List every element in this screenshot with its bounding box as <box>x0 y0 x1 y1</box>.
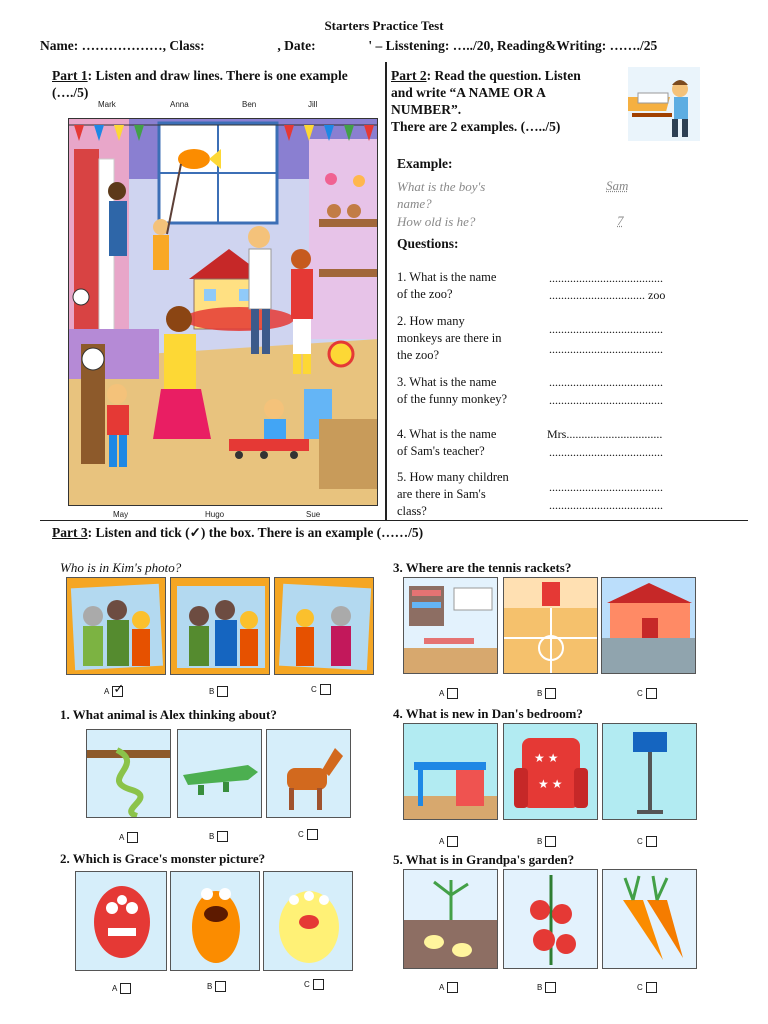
question-4-dans-bedroom: 4. What is new in Dan's bedroom? <box>393 706 583 721</box>
questions-label: Questions: <box>397 236 459 251</box>
student-writing-illustration <box>628 67 700 141</box>
answer-5-line-1[interactable]: ...................................... <box>549 480 663 494</box>
bottom-name-hugo: Hugo <box>205 510 225 519</box>
answer-2-line-1[interactable]: ...................................... <box>549 322 663 336</box>
photo-b <box>170 577 270 675</box>
option-3-a[interactable]: A <box>439 688 458 699</box>
example-question-1: What is the boy's name? <box>397 179 486 211</box>
option-1-a[interactable]: A <box>119 832 138 843</box>
date-field[interactable]: , Date: <box>277 38 316 53</box>
carrots-picture <box>602 869 697 969</box>
answer-1-line-1[interactable]: ...................................... <box>549 271 663 285</box>
score-fields: ' – Lisstening: …../20, Reading&Writing: ……./25 <box>368 38 658 53</box>
potatoes-picture <box>403 869 498 969</box>
option-1-b[interactable]: B <box>209 831 228 842</box>
sports-hall-picture <box>503 577 598 674</box>
toy-shop-illustration <box>69 119 378 506</box>
answer-1-line-2[interactable]: ................................ zoo <box>549 288 666 302</box>
student-info-line <box>40 38 740 54</box>
question-1-animal: 1. What animal is Alex thinking about? <box>60 707 277 722</box>
option-3-b[interactable]: B <box>537 688 556 699</box>
desk-picture <box>403 723 498 820</box>
example-question-2: How old is he? <box>397 214 476 229</box>
tick-mark: ✓ <box>113 682 125 697</box>
top-name-mark: Mark <box>98 100 116 109</box>
question-3: 3. What is the name of the funny monkey? <box>397 375 508 406</box>
top-name-anna: Anna <box>170 100 189 109</box>
bottom-name-sue: Sue <box>306 510 321 519</box>
question-5: 5. How many children are there in Sam's class? <box>397 470 509 518</box>
bottom-name-may: May <box>113 510 129 519</box>
option-2-c[interactable]: C <box>304 979 324 990</box>
lamp-picture <box>602 723 697 820</box>
option-example-a[interactable]: A ✓ <box>104 682 125 697</box>
example-answer-1: Sam <box>606 178 629 193</box>
answer-4-line-2[interactable]: ...................................... <box>549 445 663 459</box>
answer-4-line-1[interactable]: Mrs................................ <box>547 427 663 441</box>
option-4-b[interactable]: B <box>537 836 556 847</box>
photo-c <box>274 577 374 675</box>
top-name-ben: Ben <box>242 100 257 109</box>
top-name-jill: Jill <box>308 100 318 109</box>
question-3-tennis-rackets: 3. Where are the tennis rackets? <box>393 560 572 575</box>
option-example-c[interactable]: C <box>311 684 331 695</box>
question-2-monster: 2. Which is Grace's monster picture? <box>60 851 266 866</box>
option-2-a[interactable]: A <box>112 983 131 994</box>
answer-3-line-1[interactable]: ...................................... <box>549 375 663 389</box>
school-building-picture <box>601 577 696 674</box>
option-example-b[interactable]: B <box>209 686 228 697</box>
section-divider <box>40 520 748 521</box>
part3-title: Part 3: Listen and tick (✓) the box. There is an example (……/5) <box>52 525 424 540</box>
question-5-grandpas-garden: 5. What is in Grandpa's garden? <box>393 852 575 867</box>
svg-text:★ ★: ★ ★ <box>538 777 563 791</box>
toy-shop-scene <box>68 118 378 506</box>
question-2: 2. How many monkeys are there in the zoo? <box>397 314 502 362</box>
crocodile-picture <box>177 729 262 818</box>
part2-title: Part 2: Read the question. Listen and write “A NAME OR A NUMBER”. There are 2 examples. (…../5) <box>391 68 581 134</box>
name-class-field[interactable]: Name: ………………, Class: <box>40 38 205 53</box>
answer-2-line-2[interactable]: ...................................... <box>549 342 663 356</box>
horse-picture <box>266 729 351 818</box>
answer-5-line-2[interactable]: ...................................... <box>549 498 663 512</box>
answer-3-line-2[interactable]: ...................................... <box>549 393 663 407</box>
yellow-monster-picture <box>263 871 353 971</box>
snake-picture <box>86 729 171 818</box>
armchair-picture <box>503 723 598 820</box>
photo-a <box>66 577 166 675</box>
option-4-c[interactable]: C <box>637 836 657 847</box>
orange-monster-picture <box>170 871 260 971</box>
option-5-c[interactable]: C <box>637 982 657 993</box>
option-5-a[interactable]: A <box>439 982 458 993</box>
page-title: Starters Practice Test <box>324 18 444 33</box>
example-answer-2: 7 <box>617 213 624 228</box>
option-3-c[interactable]: C <box>637 688 657 699</box>
option-4-a[interactable]: A <box>439 836 458 847</box>
red-monster-picture <box>75 871 167 971</box>
example-question-kims-photo: Who is in Kim's photo? <box>60 560 182 575</box>
option-5-b[interactable]: B <box>537 982 556 993</box>
classroom-picture <box>403 577 498 674</box>
part1-title: Part 1: Listen and draw lines. There is one example (…./5) <box>52 68 348 100</box>
column-divider <box>385 62 387 520</box>
option-1-c[interactable]: C <box>298 829 318 840</box>
tomatoes-picture <box>503 869 598 969</box>
svg-text:★ ★: ★ ★ <box>534 751 559 765</box>
option-2-b[interactable]: B <box>207 981 226 992</box>
question-1: 1. What is the name of the zoo? <box>397 270 497 301</box>
example-label: Example: <box>397 156 453 171</box>
question-4: 4. What is the name of Sam's teacher? <box>397 427 497 458</box>
